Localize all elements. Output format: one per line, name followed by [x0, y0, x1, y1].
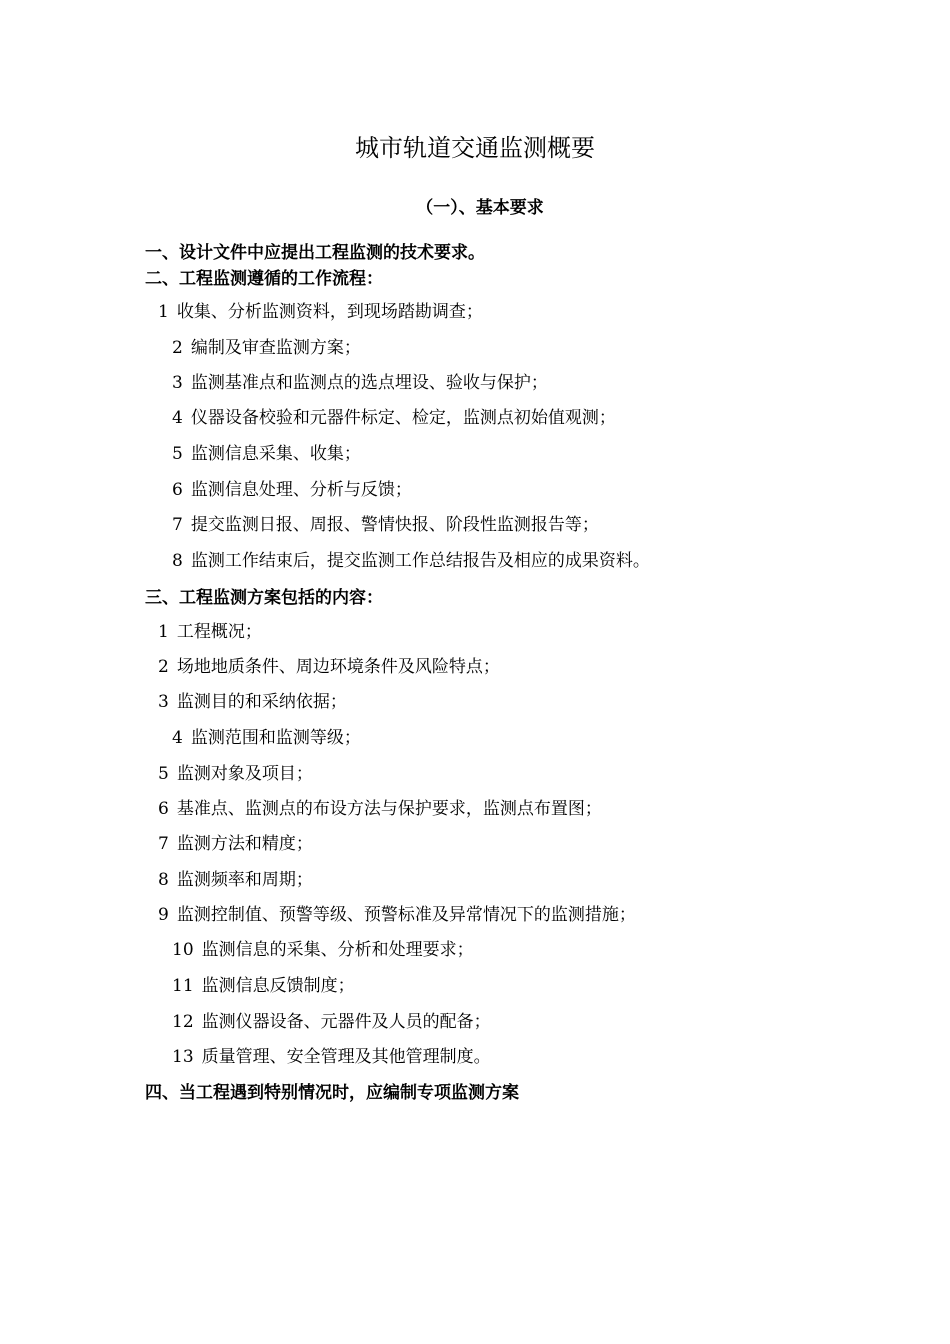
- workflow-item-number: 1: [158, 302, 169, 322]
- plan-item-text: 监测目的和采纳依据；: [176, 692, 347, 712]
- plan-item-number: 2: [158, 657, 169, 677]
- plan-item-number: 13: [172, 1047, 194, 1067]
- workflow-item-text: 监测信息采集、收集；: [190, 444, 361, 464]
- workflow-item: [172, 513, 599, 537]
- section-3-heading: 三、工程监测方案包括的内容：: [145, 588, 383, 608]
- section-1-heading: 一、设计文件中应提出工程监测的技术要求。: [145, 243, 485, 263]
- plan-item: [172, 1010, 491, 1034]
- workflow-item-text: 监测工作结束后，提交监测工作总结报告及相应的成果资料。: [190, 551, 650, 571]
- plan-item-text: 监测对象及项目；: [176, 764, 313, 784]
- plan-item-text: 监测方法和精度；: [176, 834, 313, 854]
- workflow-item-text: 仪器设备校验和元器件标定、检定，监测点初始值观测；: [190, 408, 616, 428]
- plan-item-text: 监测信息反馈制度；: [201, 976, 355, 996]
- workflow-item-number: 4: [172, 408, 183, 428]
- plan-item: [172, 974, 355, 998]
- workflow-item-text: 提交监测日报、周报、警情快报、阶段性监测报告等；: [190, 515, 599, 535]
- workflow-item: [172, 336, 361, 360]
- workflow-item-text: 收集、分析监测资料，到现场踏勘调查；: [176, 302, 483, 322]
- plan-item: [172, 1045, 491, 1069]
- plan-item-number: 4: [172, 728, 183, 748]
- plan-item: [158, 655, 500, 679]
- plan-item: [158, 762, 313, 786]
- plan-item: [158, 690, 347, 714]
- workflow-item-number: 6: [172, 480, 183, 500]
- workflow-item: [172, 478, 412, 502]
- plan-item: [158, 868, 313, 892]
- plan-item-text: 质量管理、安全管理及其他管理制度。: [201, 1047, 491, 1067]
- plan-item-number: 3: [158, 692, 169, 712]
- workflow-item-number: 2: [172, 338, 183, 358]
- section-2-heading: 二、工程监测遵循的工作流程：: [145, 269, 383, 289]
- workflow-item-text: 监测基准点和监测点的选点埋设、验收与保护；: [190, 373, 548, 393]
- workflow-item: [172, 406, 616, 430]
- plan-item: [158, 903, 636, 927]
- plan-item: [158, 832, 313, 856]
- plan-item: [158, 797, 602, 821]
- plan-item-number: 9: [158, 905, 169, 925]
- plan-item-number: 8: [158, 870, 169, 890]
- workflow-item: [172, 549, 650, 573]
- workflow-item: [172, 371, 548, 395]
- plan-item-number: 6: [158, 799, 169, 819]
- document-title: 城市轨道交通监测概要: [355, 134, 595, 162]
- plan-item-text: 监测范围和监测等级；: [190, 728, 361, 748]
- workflow-item: [172, 442, 361, 466]
- plan-item-text: 基准点、监测点的布设方法与保护要求，监测点布置图；: [176, 799, 602, 819]
- plan-item-text: 监测仪器设备、元器件及人员的配备；: [201, 1012, 491, 1032]
- plan-item: [158, 620, 262, 644]
- plan-item: [172, 726, 361, 750]
- plan-item-number: 1: [158, 622, 169, 642]
- plan-item-text: 监测控制值、预警等级、预警标准及异常情况下的监测措施；: [176, 905, 636, 925]
- plan-item-number: 7: [158, 834, 169, 854]
- section-4-heading: 四、当工程遇到特别情况时，应编制专项监测方案: [145, 1083, 519, 1103]
- plan-item-number: 11: [172, 976, 194, 996]
- plan-item-number: 10: [172, 940, 194, 960]
- workflow-item-number: 3: [172, 373, 183, 393]
- plan-item: [172, 938, 474, 962]
- workflow-item-number: 5: [172, 444, 183, 464]
- workflow-item-number: 7: [172, 515, 183, 535]
- plan-item-text: 工程概况；: [176, 622, 262, 642]
- plan-item-number: 5: [158, 764, 169, 784]
- section-subtitle: （一）、基本要求: [416, 198, 544, 218]
- workflow-item-number: 8: [172, 551, 183, 571]
- workflow-item-text: 编制及审查监测方案；: [190, 338, 361, 358]
- workflow-item: [158, 300, 483, 324]
- plan-item-text: 监测信息的采集、分析和处理要求；: [201, 940, 474, 960]
- plan-item-text: 监测频率和周期；: [176, 870, 313, 890]
- plan-item-text: 场地地质条件、周边环境条件及风险特点；: [176, 657, 500, 677]
- plan-item-number: 12: [172, 1012, 194, 1032]
- workflow-item-text: 监测信息处理、分析与反馈；: [190, 480, 412, 500]
